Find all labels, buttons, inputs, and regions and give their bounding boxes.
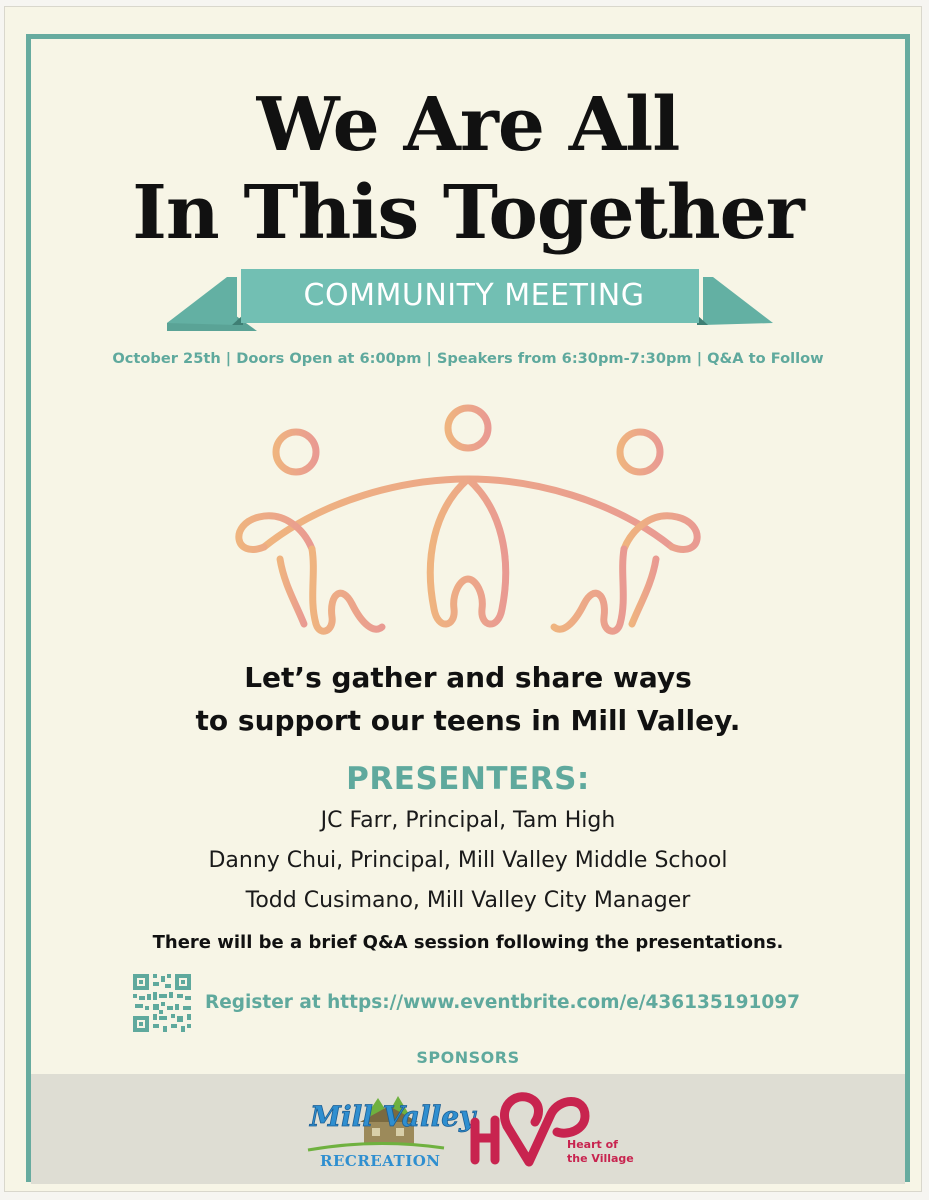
heart-of-village-line-2: the Village	[567, 1152, 634, 1165]
title-line-1: We Are All	[256, 82, 680, 168]
sponsors-heading: SPONSORS	[416, 1048, 520, 1067]
mill-valley-recreation-logo	[306, 1086, 476, 1170]
presenters-heading: PRESENTERS:	[346, 761, 590, 797]
heart-of-village-line-1: Heart of	[567, 1138, 618, 1151]
qr-code-icon[interactable]	[131, 972, 193, 1034]
recreation-wordmark: RECREATION	[320, 1152, 441, 1170]
presenter-item: JC Farr, Principal, Tam High	[320, 808, 616, 833]
tagline-line-2: to support our teens in Mill Valley.	[195, 704, 741, 737]
flyer-border	[26, 34, 910, 1182]
title-line-2: In This Together	[132, 170, 804, 256]
presenter-item: Todd Cusimano, Mill Valley City Manager	[245, 888, 691, 913]
heart-of-the-village-logo	[467, 1086, 647, 1170]
register-link[interactable]: Register at https://www.eventbrite.com/e/436135191097	[205, 992, 801, 1013]
ribbon-label: COMMUNITY MEETING	[303, 278, 645, 313]
flyer-page	[4, 6, 922, 1192]
tagline-line-1: Let’s gather and share ways	[244, 661, 692, 694]
people-holding-hands-icon	[224, 399, 712, 649]
event-details: October 25th | Doors Open at 6:00pm | Speakers from 6:30pm-7:30pm | Q&A to Follow	[112, 350, 824, 367]
qa-session-note: There will be a brief Q&A session following the presentations.	[152, 932, 784, 953]
presenter-item: Danny Chui, Principal, Mill Valley Middle School	[208, 848, 728, 873]
mill-valley-wordmark: Mill Valley	[310, 1100, 476, 1133]
